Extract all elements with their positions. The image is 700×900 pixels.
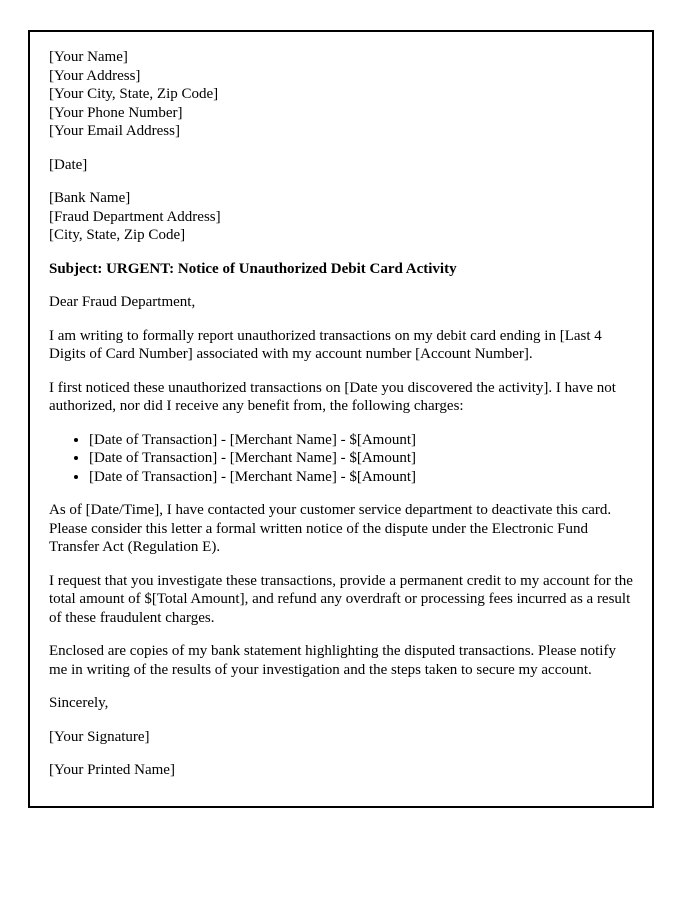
signature-block [49, 728, 633, 747]
paragraph-deactivation: As of [Date/Time], I have contacted your customer service department to deactivate this card. Please consider this letter a formal written notice of the dispute under the Electronic Fund Transfer Act (Regulation E). [49, 502, 612, 555]
paragraph-report: I am writing to formally report unauthorized transactions on my debit card ending in [Last 4 Digits of Card Number] associated with my account number [Account Number]. [49, 327, 602, 362]
letter-page [28, 30, 654, 808]
transaction-item: • [Date of Transaction] - [Merchant Name] - $[Amount] [89, 431, 633, 450]
sender-address: [Your Address] [49, 67, 141, 84]
printed-name-block [49, 761, 633, 780]
printed-name-line: [Your Printed Name] [49, 762, 175, 778]
date-block [49, 156, 633, 175]
paragraph-noticed: I first noticed these unauthorized transactions on [Date you discovered the activity]. I have not authorized, nor did I receive any benefit from, the following charges: [49, 379, 616, 414]
paragraph-request: I request that you investigate these transactions, provide a permanent credit to my account for the total amount of $[Total Amount], and refund any overdraft or processing fees incurred as a result of these fraudulent charges. [49, 572, 633, 626]
sender-phone: [Your Phone Number] [49, 104, 183, 121]
sender-email: [Your Email Address] [49, 123, 180, 139]
subject-line: Subject: URGENT: Notice of Unauthorized Debit Card Activity [49, 260, 457, 277]
sender-city-state-zip: [Your City, State, Zip Code] [49, 86, 219, 102]
closing-block [49, 694, 633, 713]
salutation-block [49, 293, 633, 312]
signature-line: [Your Signature] [49, 728, 150, 745]
sender-name: [Your Name] [49, 49, 128, 65]
date-line: [Date] [49, 156, 88, 173]
transaction-item: • [Date of Transaction] - [Merchant Name] - $[Amount] [89, 468, 633, 487]
recipient-city-state-zip: [City, State, Zip Code] [49, 227, 186, 243]
transaction-list [49, 431, 633, 487]
recipient-department-address: [Fraud Department Address] [49, 208, 221, 225]
transaction-item: • [Date of Transaction] - [Merchant Name] - $[Amount] [89, 449, 633, 468]
subject-block [49, 260, 633, 279]
salutation: Dear Fraud Department, [49, 294, 196, 310]
sender-block [49, 48, 633, 141]
recipient-block [49, 189, 633, 245]
recipient-bank-name: [Bank Name] [49, 190, 131, 206]
paragraph-enclosures: Enclosed are copies of my bank statement highlighting the disputed transactions. Please notify me in writing of the results of your investigation and the steps taken to secure my account. [49, 643, 616, 678]
closing: Sincerely, [49, 695, 109, 711]
